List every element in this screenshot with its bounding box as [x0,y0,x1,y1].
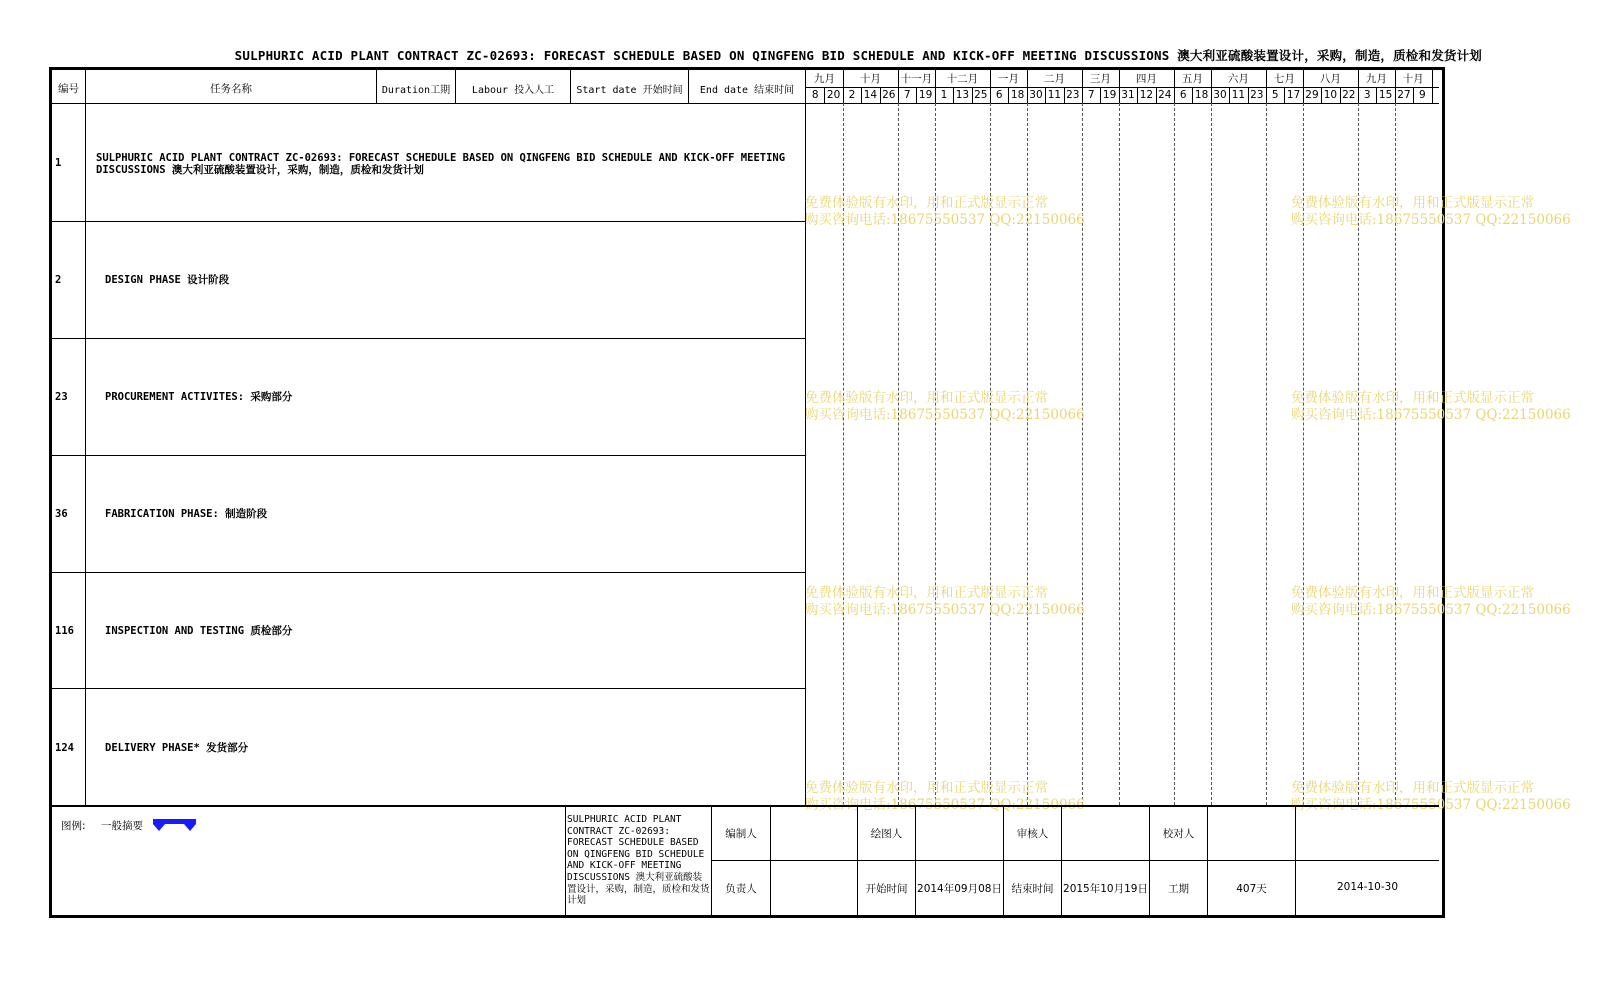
task-name: PROCUREMENT ACTIVITES: 采购部分 [105,391,293,403]
start-time-label: 开始时间 [865,883,908,895]
task-name: DESIGN PHASE 设计阶段 [105,274,230,286]
day-separator [824,87,825,103]
month-separator [1082,70,1083,87]
day-separator [1395,87,1396,103]
timeline-day: 14 [863,89,878,101]
timeline-month: 十月 [1402,73,1424,85]
day-separator [1284,87,1285,103]
day-separator [935,87,936,103]
summary-bar-icon [153,818,197,832]
start-time-value: 2014年09月08日 [917,883,1002,895]
timeline-day: 1 [940,89,948,101]
day-separator [1119,87,1120,103]
timeline-day: 31 [1121,89,1135,101]
row-line [52,455,805,456]
timeline-end-line [1432,70,1433,103]
end-time-label: 结束时间 [1011,883,1054,895]
page-title: SULPHURIC ACID PLANT CONTRACT ZC-02693: FORECAST SCHEDULE BASED ON QINGFENG BID SCHEDULE AND KICK-OFF MEETING DISCUSSIONS 澳大利亚硫酸装置设计，采购，制造，质检和发货计划 [234,48,1482,63]
day-separator [898,87,899,103]
footer-sep [1207,806,1208,915]
day-separator [1248,87,1249,103]
timeline-day: 8 [811,89,819,101]
day-separator [1413,87,1414,103]
day-separator [1008,87,1009,103]
day-separator [1045,87,1046,103]
header-task-name: 任务名称 [210,83,252,95]
timeline-day: 23 [1066,89,1080,101]
duration-value: 407天 [1236,883,1267,895]
day-separator [990,87,991,103]
task-name: SULPHURIC ACID PLANT CONTRACT ZC-02693: FORECAST SCHEDULE BASED ON QINGFENG BID SCHEDULE AND KICK-OFF MEETING DISCUSSIONS 澳大利亚硫酸装置设计，采购，制造，质检和发货计划 [96,152,786,176]
timeline-day: 11 [1231,89,1246,101]
task-name: FABRICATION PHASE: 制造阶段 [105,508,268,520]
watermark: 免费体验版有水印，用和正式版显示正常 购买咨询电话:18675550537 QQ:22150066 [805,780,1085,813]
timeline-day: 25 [974,89,988,101]
month-gridline [1211,103,1212,805]
task-id: 23 [55,391,68,403]
month-separator [1266,70,1267,87]
timeline-month: 六月 [1227,73,1249,85]
header-duration: Duration工期 [381,85,451,96]
day-separator [861,87,862,103]
day-separator [1027,87,1028,103]
footer-sep [1003,806,1004,915]
header-bottom-line [52,103,1439,104]
watermark: 免费体验版有水印，用和正式版显示正常 购买咨询电话:18675550537 QQ:22150066 [805,390,1085,423]
day-separator [953,87,954,103]
day-separator [1266,87,1267,103]
day-separator [1064,87,1065,103]
drawer-label: 绘图人 [870,828,903,840]
month-gridline [1266,103,1267,805]
timeline-month: 一月 [997,73,1019,85]
timeline-day: 6 [1179,89,1187,101]
header-start-date: Start date 开始时间 [576,85,683,96]
footer-sep [565,806,566,915]
month-separator [843,70,844,87]
day-separator [1229,87,1230,103]
checker-label: 校对人 [1162,828,1195,840]
task-id: 36 [55,508,68,520]
timeline-month: 九月 [1365,73,1387,85]
month-separator [1119,70,1120,87]
legend-item: 一般摘要 [101,820,143,832]
task-name: DELIVERY PHASE* 发货部分 [105,742,249,754]
day-separator [843,87,844,103]
month-separator [1027,70,1028,87]
timeline-day: 30 [1213,89,1227,101]
day-separator [1174,87,1175,103]
timeline-day: 19 [1102,89,1117,101]
timeline-month: 五月 [1181,73,1203,85]
day-separator [880,87,881,103]
timeline-day: 18 [1010,89,1025,101]
month-gridline [1119,103,1120,805]
month-separator [990,70,991,87]
timeline-month: 四月 [1135,73,1157,85]
header-labour: Labour 投入人工 [471,85,555,96]
timeline-day: 29 [1305,89,1319,101]
day-separator [1100,87,1101,103]
row-line [52,221,805,222]
gantt-frame [49,67,1445,918]
footer-sep [915,806,916,915]
row-line [52,572,805,573]
owner-label: 负责人 [725,883,757,895]
timeline-month: 八月 [1319,73,1341,85]
day-separator [1156,87,1157,103]
end-time-value: 2015年10月19日 [1063,883,1148,895]
month-separator [1395,70,1396,87]
footer-description: SULPHURIC ACID PLANT CONTRACT ZC-02693: FORECAST SCHEDULE BASED ON QINGFENG BID SCHEDULE AND KICK-OFF MEETING DISCUSSIONS 澳大利亚硫酸装置设计，采购，制造，质检和发货计划 [567,814,710,907]
timeline-day: 10 [1323,89,1338,101]
timeline-month: 九月 [813,73,835,85]
timeline-day: 18 [1194,89,1209,101]
timeline-day: 7 [1087,89,1095,101]
timeline-day: 23 [1250,89,1264,101]
watermark: 免费体验版有水印，用和正式版显示正常 购买咨询电话:18675550537 QQ:22150066 [805,585,1085,618]
month-gridline [1174,103,1175,805]
row-line [52,338,805,339]
timeline-month: 二月 [1043,73,1065,85]
timeline-day: 19 [918,89,933,101]
timeline-day: 24 [1158,89,1172,101]
day-separator [1082,87,1083,103]
timeline-day: 9 [1419,89,1426,101]
task-id: 116 [55,625,74,637]
day-separator [1137,87,1138,103]
timeline-day: 2 [848,89,856,101]
reviewer-label: 审核人 [1016,828,1049,840]
col-sep-end [805,70,806,805]
timeline-month: 三月 [1089,73,1111,85]
timeline-day: 22 [1342,89,1356,101]
watermark: 免费体验版有水印，用和正式版显示正常 购买咨询电话:18675550537 QQ:22150066 [1291,390,1571,423]
timeline-day: 7 [903,89,911,101]
footer-mid-line [712,860,1439,861]
timeline-day: 27 [1397,89,1411,101]
day-separator [1192,87,1193,103]
watermark: 免费体验版有水印，用和正式版显示正常 购买咨询电话:18675550537 QQ:22150066 [1291,195,1571,228]
month-day-separator [806,87,1439,88]
timeline-day: 12 [1139,89,1154,101]
timeline-day: 11 [1047,89,1062,101]
timeline-month: 七月 [1273,73,1295,85]
month-separator [1358,70,1359,87]
footer-sep [770,806,771,915]
footer-top-line [52,805,1439,807]
timeline-day: 20 [826,89,841,101]
day-separator [1303,87,1304,103]
duration-label: 工期 [1168,883,1189,895]
timeline-day: 15 [1378,89,1393,101]
day-separator [1358,87,1359,103]
watermark: 免费体验版有水印，用和正式版显示正常 购买咨询电话:18675550537 QQ:22150066 [1291,780,1571,813]
compiler-label: 编制人 [725,828,757,840]
footer-sep [1061,806,1062,915]
day-separator [1321,87,1322,103]
month-separator [898,70,899,87]
watermark: 免费体验版有水印，用和正式版显示正常 购买咨询电话:18675550537 QQ:22150066 [1291,585,1571,618]
day-separator [1340,87,1341,103]
footer-sep [1295,806,1296,915]
task-id: 124 [55,742,74,754]
task-id: 1 [55,157,62,169]
day-separator [916,87,917,103]
timeline-day: 5 [1271,89,1279,101]
month-separator [1303,70,1304,87]
col-sep-id [85,70,86,805]
row-line [52,688,805,689]
timeline-day: 17 [1286,89,1301,101]
footer-sep [857,806,858,915]
legend-label: 图例: [61,820,86,832]
timeline-day: 3 [1363,89,1371,101]
task-id: 2 [55,274,62,286]
month-separator [1174,70,1175,87]
timeline-day: 26 [882,89,896,101]
footer-sep [1149,806,1150,915]
day-separator [1211,87,1212,103]
day-separator [972,87,973,103]
timeline-day: 13 [955,89,970,101]
timeline-day: 30 [1029,89,1043,101]
month-separator [935,70,936,87]
timeline-day: 6 [995,89,1003,101]
footer-sep [711,806,712,915]
timeline-month: 十二月 [946,73,979,85]
header-end-date: End date 结束时间 [699,85,795,96]
month-separator [1211,70,1212,87]
watermark: 免费体验版有水印，用和正式版显示正常 购买咨询电话:18675550537 QQ:22150066 [805,195,1085,228]
day-separator [1376,87,1377,103]
task-name: INSPECTION AND TESTING 质检部分 [105,625,293,637]
report-date: 2014-10-30 [1336,881,1399,893]
timeline-month: 十一月 [900,73,933,85]
header-id: 编号 [58,83,79,95]
timeline-month: 十月 [859,73,881,85]
